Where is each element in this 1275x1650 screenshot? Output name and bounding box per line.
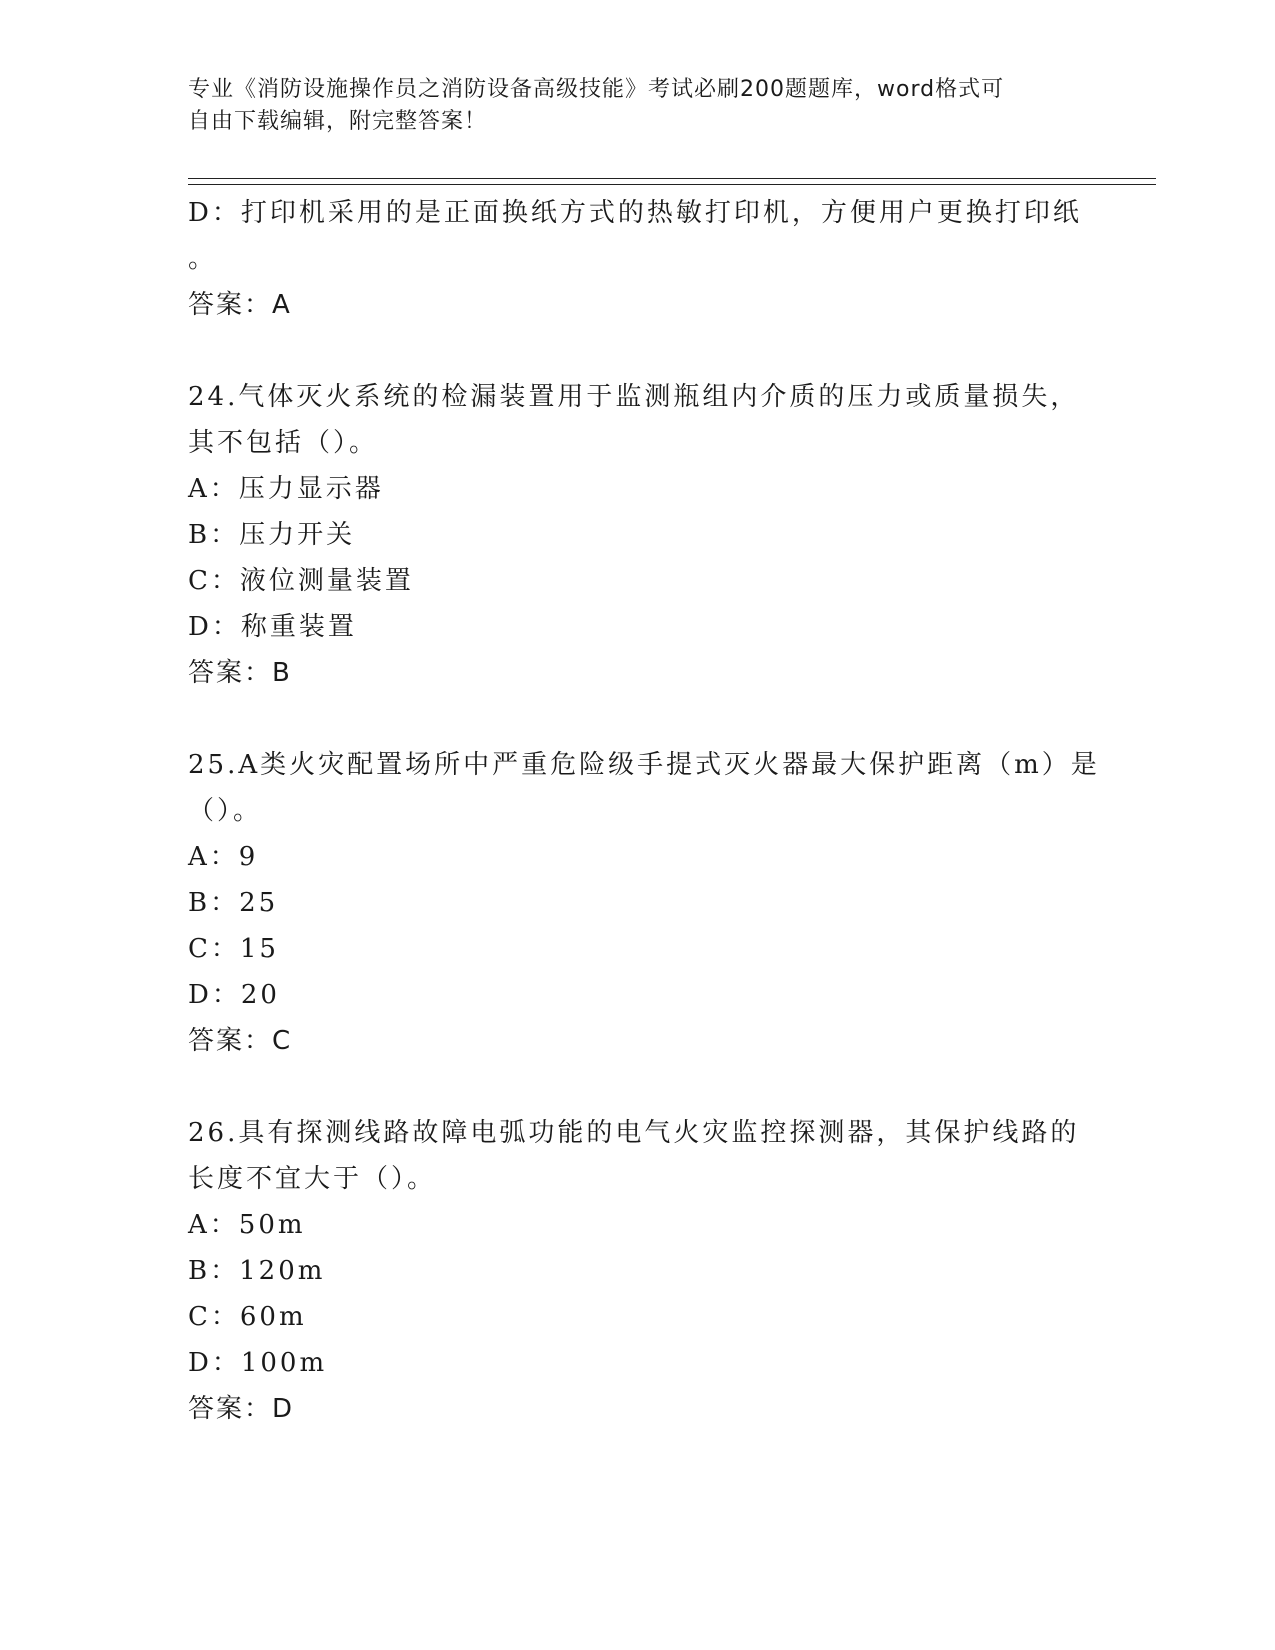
header-divider-bottom <box>188 184 1156 185</box>
document-body <box>188 190 1100 1432</box>
previous-question-tail <box>188 190 1088 328</box>
option-a: A：50m <box>188 1210 306 1240</box>
option-a: A：压力显示器 <box>188 474 384 504</box>
question-stem-continuation: （）。 <box>188 796 263 826</box>
option-b: B：120m <box>188 1256 326 1286</box>
question-25 <box>188 742 1100 1064</box>
question-24 <box>188 374 1088 696</box>
option-d: D：称重装置 <box>188 612 357 642</box>
document-header <box>188 74 1068 138</box>
option-d-continuation: 。 <box>188 244 218 274</box>
option-d: D：打印机采用的是正面换纸方式的热敏打印机，方便用户更换打印纸 <box>188 198 1082 228</box>
question-stem-continuation: 长度不宜大于（）。 <box>188 1164 437 1194</box>
question-stem: 26.具有探测线路故障电弧功能的电气火灾监控探测器，其保护线路的 <box>188 1118 1080 1148</box>
option-d: D：20 <box>188 980 280 1010</box>
answer-line: 答案：A <box>188 290 292 320</box>
question-stem: 25.A类火灾配置场所中严重危险级手提式灭火器最大保护距离（m）是 <box>188 750 1100 780</box>
header-line-2: 自由下载编辑，附完整答案！ <box>188 109 488 134</box>
header-divider-top <box>188 178 1156 179</box>
option-b: B：压力开关 <box>188 520 356 550</box>
option-c: C：液位测量装置 <box>188 566 414 596</box>
question-stem-continuation: 其不包括（）。 <box>188 428 379 458</box>
question-stem: 24.气体灭火系统的检漏装置用于监测瓶组内介质的压力或质量损失， <box>188 382 1080 412</box>
header-line-1: 专业《消防设施操作员之消防设备高级技能》考试必刷200题题库，word格式可 <box>188 77 1005 102</box>
answer-line: 答案：C <box>188 1026 293 1056</box>
question-26 <box>188 1110 1088 1432</box>
option-b: B：25 <box>188 888 279 918</box>
answer-line: 答案：B <box>188 658 292 688</box>
answer-line: 答案：D <box>188 1394 295 1424</box>
option-a: A：9 <box>188 842 259 872</box>
option-c: C：15 <box>188 934 279 964</box>
option-d: D：100m <box>188 1348 328 1378</box>
option-c: C：60m <box>188 1302 307 1332</box>
